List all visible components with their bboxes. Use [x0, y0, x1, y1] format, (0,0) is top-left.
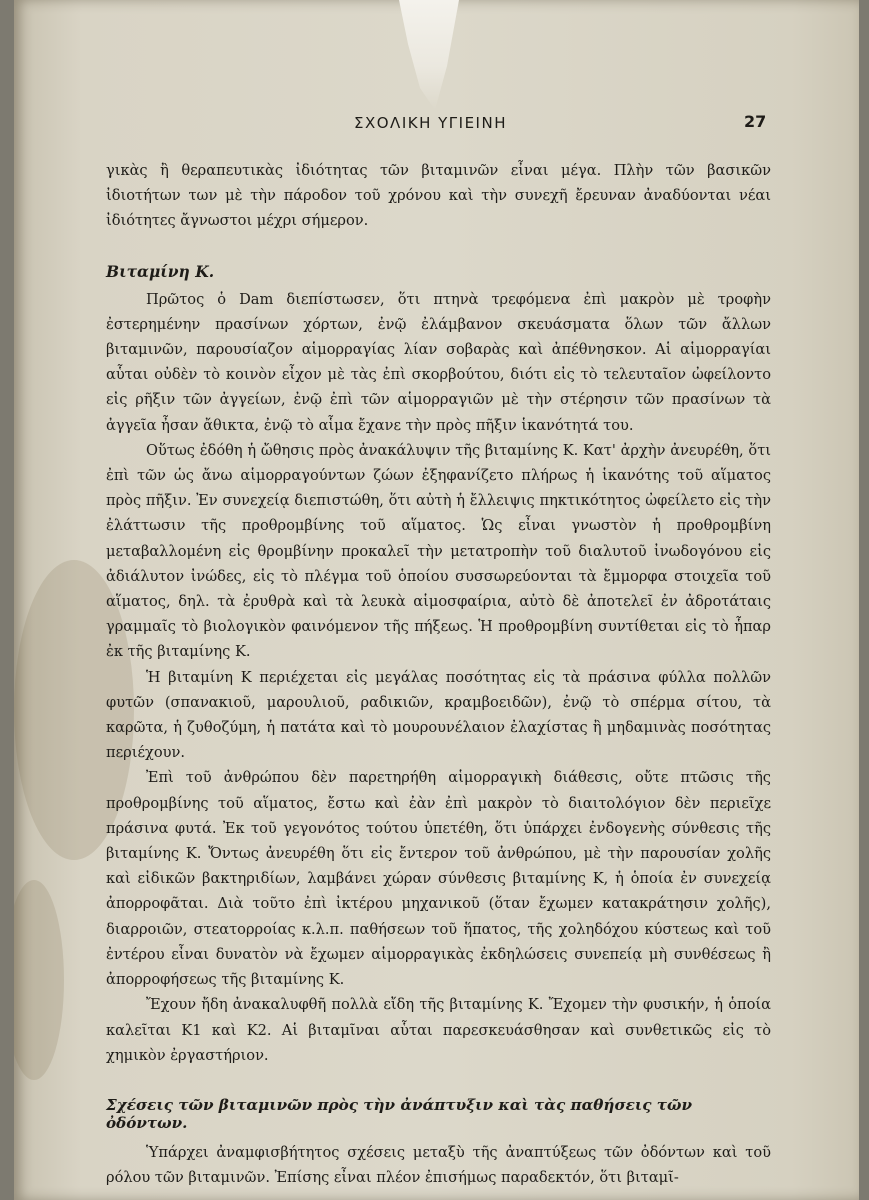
page-body	[106, 158, 771, 1190]
paragraph: Ἡ βιταμίνη Κ περιέχεται εἰς μεγάλας ποσότητας εἰς τὰ πράσινα φύλλα πολλῶν φυτῶν (σπανακιοῦ, μαρουλιοῦ, ραδικιῶν, κραμβοειδῶν), ἐνῷ τὸ σπέρμα σίτου, τὰ καρῶτα, ἡ ζυθοζύμη, ἡ πατάτα καὶ τὸ μουρουνέλαιον ἐλαχίστας ἢ μηδαμινὰς ποσότητας περιέχουν.	[106, 668, 771, 762]
book-page	[14, 0, 859, 1200]
page-number: 27	[744, 112, 767, 131]
section-heading-teeth: Σχέσεις τῶν βιταμινῶν πρὸς τὴν ἀνάπτυξιν καὶ τὰς παθήσεις τῶν ὀδόντων.	[106, 1095, 692, 1132]
page-header	[14, 114, 859, 138]
paragraph: Οὕτως ἐδόθη ἡ ὤθησις πρὸς ἀνακάλυψιν τῆς βιταμίνης Κ. Κατ' ἀρχὴν ἀνευρέθη, ὅτι ἐπὶ τῶν ὡς ἄνω αἱμορραγούντων ζώων ἐξηφανίζετο πλήρως ἡ ἱκανότης τοῦ αἵματος πρὸς πῆξιν. Ἐν συνεχείᾳ διεπιστώθη, ὅτι αὐτὴ ἡ ἔλλειψις πηκτικότητος ὠφείλετο εἰς τὴν ἐλάττωσιν τῆς προθρομβίνης τοῦ αἵματος. Ὡς εἶναι γνωστὸν ἡ προθρομβίνη μεταβαλλομένη εἰς θρομβίνην προκαλεῖ τὴν μετατροπὴν τοῦ διαλυτοῦ ἰνωδογόνου εἰς ἀδιάλυτον ἰνώδες, εἰς τὸ πλέγμα τοῦ ὁποίου συσσωρεύονται τὰ ἔμμορφα στοιχεῖα τοῦ αἵματος, δηλ. τὰ ἐρυθρὰ καὶ τὰ λευκὰ αἱμοσφαίρια, αὐτὸ δὲ ἀποτελεῖ ἐν ἀδροτάταις γραμμαῖς τὸ βιολογικὸν φαινόμενον τῆς πήξεως. Ἡ προθρομβίνη συντίθεται εἰς τὸ ἧπαρ ἐκ τῆς βιταμίνης Κ.	[106, 441, 771, 661]
page-stain	[14, 880, 64, 1080]
paragraph: Πρῶτος ὁ Dam διεπίστωσεν, ὅτι πτηνὰ τρεφόμενα ἐπὶ μακρὸν μὲ τροφὴν ἐστερημένην πρασίνων χόρτων, ἐνῷ ἐλάμβανον σκευάσματα ὅλων τῶν ἄλλων βιταμινῶν, παρουσίαζον αἱμορραγίας λίαν σοβαρὰς καὶ ἀπέθνησκον. Αἱ αἱμορραγίαι αὗται οὐδὲν τὸ κοινὸν εἶχον μὲ τὰς ἐπὶ σκορβούτου, διότι εἰς τὸ τελευταῖον ὠφείλοντο εἰς ρῆξιν τῶν ἀγγείων, ἐνῷ ἐπὶ τῶν αἱμορραγιῶν μὲ τὴν στέρησιν τῶν πρασίνων τὰ ἀγγεῖα ἦσαν ἄθικτα, ἐνῷ τὸ αἷμα ἔχανε τὴν πρὸς πῆξιν ἱκανότητά του.	[106, 290, 771, 434]
paragraph: γικὰς ἢ θεραπευτικὰς ἰδιότητας τῶν βιταμινῶν εἶναι μέγα. Πλὴν τῶν βασικῶν ἰδιοτήτων των μὲ τὴν πάροδον τοῦ χρόνου καὶ τὴν συνεχῆ ἔρευναν ἀναδύονται νέαι ἰδιότητες ἄγνωστοι μέχρι σήμερον.	[106, 162, 771, 230]
running-title: ΣΧΟΛΙΚΗ ΥΓΙΕΙΝΗ	[354, 114, 507, 132]
torn-corner	[399, 0, 459, 110]
paragraph: Ἔχουν ἤδη ἀνακαλυφθῆ πολλὰ εἴδη τῆς βιταμίνης Κ. Ἔχομεν τὴν φυσικήν, ἡ ὁποία καλεῖται Κ1 καὶ Κ2. Αἱ βιταμῖναι αὗται παρεσκευάσθησαν καὶ συνθετικῶς εἰς τὸ χημικὸν ἐργαστήριον.	[106, 996, 771, 1064]
paragraph: Ἐπὶ τοῦ ἀνθρώπου δὲν παρετηρήθη αἱμορραγικὴ διάθεσις, οὔτε πτῶσις τῆς προθρομβίνης τοῦ αἵματος, ἔστω καὶ ἐὰν ἐπὶ μακρὸν τὸ διαιτολόγιον δὲν περιεῖχε πράσινα φυτά. Ἐκ τοῦ γεγονότος τούτου ὑπετέθη, ὅτι ὑπάρχει ἐνδογενὴς σύνθεσις τῆς βιταμίνης Κ. Ὄντως ἀνευρέθη ὅτι εἰς ἔντερον τοῦ ἀνθρώπου, μὲ τὴν παρουσίαν χολῆς καὶ εἰδικῶν βακτηριδίων, λαμβάνει χώραν σύνθεσις βιταμίνης Κ, ἡ ὁποία ἐν συνεχείᾳ ἀπορροφᾶται. Διὰ τοῦτο ἐπὶ ἰκτέρου μηχανικοῦ (ὅταν ἔχωμεν κατακράτησιν χολῆς), διαρροιῶν, στεατορροίας κ.λ.π. παθήσεων τοῦ ἥπατος, τῆς χοληδόχου κύστεως καὶ τοῦ ἐντέρου εἶναι δυνατὸν νὰ ἔχωμεν αἱμορραγικὰς ἐκδηλώσεις συνεπείᾳ μὴ συνθέσεως ἢ ἀπορροφήσεως τῆς βιταμίνης Κ.	[106, 769, 771, 989]
section-heading-vitamin-k: Βιταμίνη Κ.	[106, 261, 215, 281]
paragraph: Ὑπάρχει ἀναμφισβήτητος σχέσεις μεταξὺ τῆς ἀναπτύξεως τῶν ὀδόντων καὶ τοῦ ρόλου τῶν βιταμινῶν. Ἐπίσης εἶναι πλέον ἐπισήμως παραδεκτόν, ὅτι βιταμῖ-	[106, 1143, 771, 1187]
